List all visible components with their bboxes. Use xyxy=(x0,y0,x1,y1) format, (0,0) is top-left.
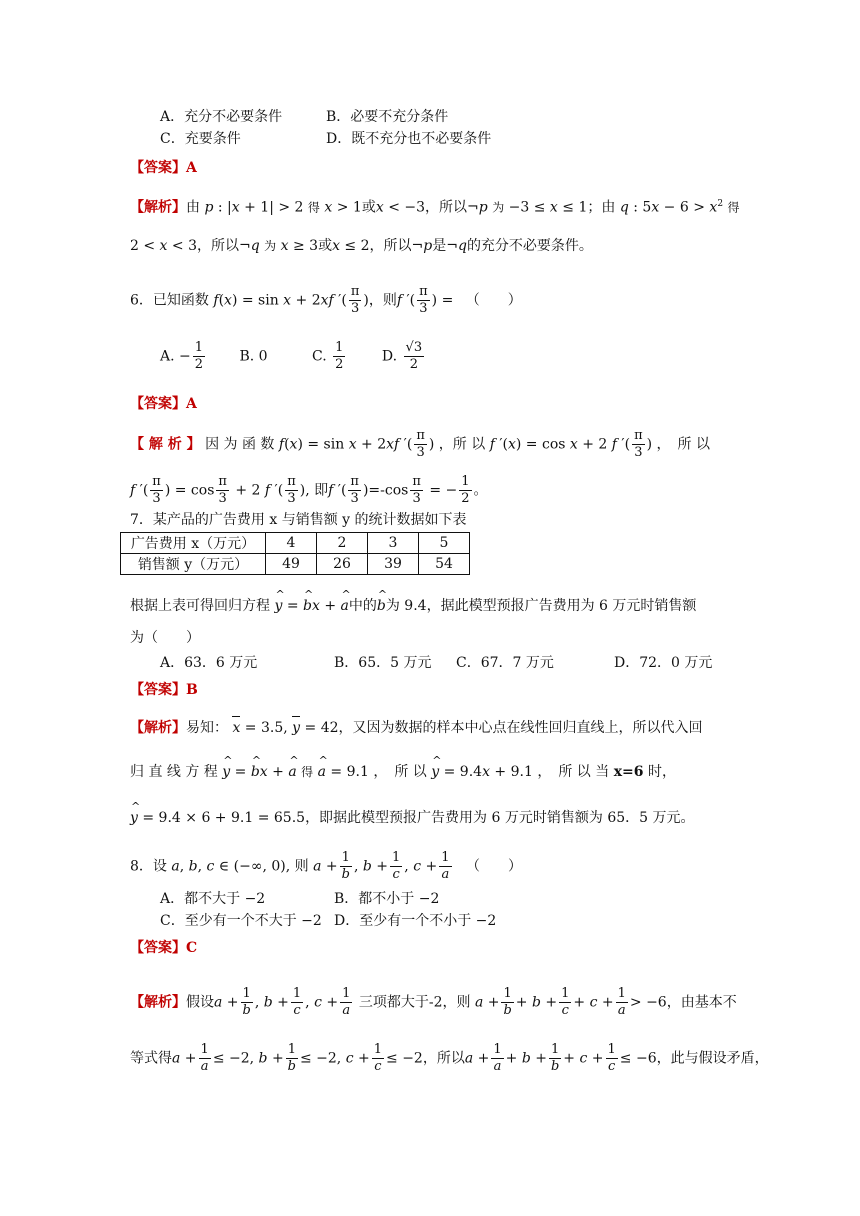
q8-option-a: A．都不大于 −2 xyxy=(160,891,266,907)
table-cell: 2 xyxy=(317,533,368,554)
q6-stem: 6．已知函数 f(x) = sin x + 2xf ′( $\frac{\pi}{3}$ )，则f ′( $\frac{\pi}{3}$ ) = （ ） xyxy=(130,284,522,316)
q8-stem: 8．设 a, b, c ∈ (−∞, 0), 则 a + $\frac{1}{b}$ , b + $\frac{1}{c}$ , c + $\frac{1}{a}$ （ ） xyxy=(130,850,522,882)
q5-option-d: D．既不充分也不必要条件 xyxy=(326,131,492,147)
q7-option-b: B．65．5 万元 xyxy=(334,655,432,671)
table-row xyxy=(121,533,470,554)
q5-option-c: C．充要条件 xyxy=(160,131,241,147)
q8-answer: 【答案】C xyxy=(130,940,198,956)
q8-analysis-line1: 【解析】假设a + $\frac{1}{b}$ , b + $\frac{1}{c}$ , c + $\frac{1}{a}$ 三项都大于-2，则 a + $\frac{1}{b}$ + b + $\frac{1}{c}$ + c + $\frac{1}{a}$ > −6，由基本不 xyxy=(130,986,737,1018)
table-cell: 26 xyxy=(317,554,368,575)
table-cell: 5 xyxy=(419,533,470,554)
q7-stem3: 为（ ） xyxy=(130,630,200,646)
q7-answer: 【答案】B xyxy=(130,682,198,698)
q5-option-b: B．必要不充分条件 xyxy=(326,109,449,125)
q6-analysis-line2: f ′( $\frac{\pi}{3}$ ) = cos $\frac{\pi}{3}$ + 2 f ′( $\frac{\pi}{3}$ ), 即f ′( $\frac{\pi}{3}$ )=-cos $\frac{\pi}{3}$ = − $\frac{1}{2}$ 。 xyxy=(130,474,488,506)
q7-option-d: D．72．0 万元 xyxy=(614,655,713,671)
q7-stem2: 根据上表可得回归方程 ^ y = ^ bx + ^ a中的^ b为 9.4，据此模型预报广告费用为 6 万元时销售额 xyxy=(130,596,696,616)
q8-option-c: C．至少有一个不大于 −2 xyxy=(160,913,322,929)
table-cell: 39 xyxy=(368,554,419,575)
q6-answer: 【答案】A xyxy=(130,396,197,412)
q7-analysis-line2: 归 直 线 方 程 ^ y = ^ bx + ^ a 得 ^ a = 9.1 ， 所 以 ^ y = 9.4x + 9.1 ， 所 以 当 x=6 时， xyxy=(130,762,676,782)
q8-option-b: B．都不小于 −2 xyxy=(334,891,440,907)
q7-analysis-line1: 【解析】易知： x = 3.5, y = 42，又因为数据的样本中心点在线性回归直线上，所以代入回 xyxy=(130,720,703,736)
table-cell: 4 xyxy=(266,533,317,554)
q6-options: A. − $\frac{1}{2}$ B. 0 C. $\frac{1}{2}$ D. $\frac{√3}{2}$ xyxy=(160,340,423,372)
table-cell: 广告费用 x（万元） xyxy=(121,533,266,554)
q5-answer: 【答案】A xyxy=(130,160,197,176)
q7-stem: 7．某产品的广告费用 x 与销售额 y 的统计数据如下表 xyxy=(130,512,467,528)
q5-analysis-line1: 【解析】由 p : |x + 1| > 2 得 x > 1或x < −3，所以¬p 为 −3 ≤ x ≤ 1；由 q : $5x - 6 > x^2$ 得 xyxy=(130,199,740,216)
q8-analysis-line2: 等式得a + $\frac{1}{a}$ ≤ −2, b + $\frac{1}{b}$ ≤ −2, c + $\frac{1}{c}$ ≤ −2，所以a + $\frac{1}{a}$ + b + $\frac{1}{b}$ + c + $\frac{1}{c}$ ≤ −6，此与假设矛盾， xyxy=(130,1042,769,1074)
q5-analysis-line2: 2 < x < 3，所以¬q 为 x ≥ 3或x ≤ 2，所以¬p是¬q的充分不必要条件。 xyxy=(130,238,593,254)
table-cell: 销售额 y（万元） xyxy=(121,554,266,575)
table-cell: 49 xyxy=(266,554,317,575)
q5-option-a: A．充分不必要条件 xyxy=(160,109,283,125)
q8-option-d: D．至少有一个不小于 −2 xyxy=(334,913,497,929)
table-cell: 54 xyxy=(419,554,470,575)
q7-option-c: C．67．7 万元 xyxy=(456,655,554,671)
q7-data-table xyxy=(120,532,470,575)
q7-option-a: A．63．6 万元 xyxy=(160,655,258,671)
table-cell: 3 xyxy=(368,533,419,554)
q7-analysis-line3: ^ y = 9.4 × 6 + 9.1 = 65.5，即据此模型预报广告费用为 6 万元时销售额为 65．5 万元。 xyxy=(130,808,695,828)
table-row xyxy=(121,554,470,575)
q6-analysis-line1: 【 解 析 】 因 为 函 数 f(x) = sin x + 2xf ′( $\frac{\pi}{3}$ ) ，所 以 f ′(x) = cos x + 2 f ′( $\frac{\pi}{3}$ ) ， 所 以 xyxy=(130,428,710,460)
